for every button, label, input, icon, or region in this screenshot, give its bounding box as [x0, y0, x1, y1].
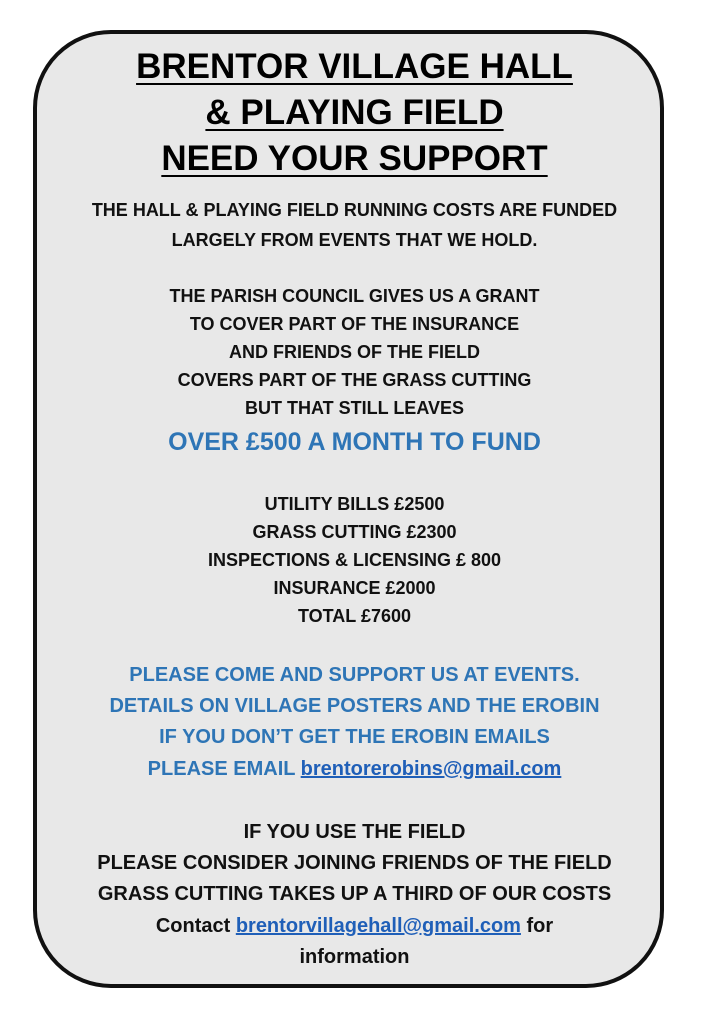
intro-line-2: LARGELY FROM EVENTS THAT WE HOLD.	[171, 230, 538, 250]
intro-line-1: THE HALL & PLAYING FIELD RUNNING COSTS ARE FUNDED	[91, 200, 618, 220]
grant-line-2: TO COVER PART OF THE INSURANCE	[189, 314, 520, 334]
contact-prefix: Contact	[155, 915, 236, 937]
cost-inspections: INSPECTIONS & LICENSING £ 800	[207, 550, 502, 570]
title-line-3: NEED YOUR SUPPORT	[161, 139, 548, 178]
highlight-amount: OVER £500 A MONTH TO FUND	[168, 428, 541, 456]
title-line-2: & PLAYING FIELD	[205, 93, 504, 132]
support-line-2: DETAILS ON VILLAGE POSTERS AND THE EROBIN	[109, 695, 600, 717]
cost-total: TOTAL £7600	[297, 606, 412, 626]
field-line-2: PLEASE CONSIDER JOINING FRIENDS OF THE FIELD	[97, 852, 612, 874]
contact-suffix: for	[520, 915, 554, 937]
cost-grass: GRASS CUTTING £2300	[252, 522, 457, 542]
support-line-4	[0, 754, 709, 784]
field-line-1: IF YOU USE THE FIELD	[243, 821, 466, 843]
field-line-3: GRASS CUTTING TAKES UP A THIRD OF OUR COSTS	[97, 883, 612, 905]
support-line-3: IF YOU DON’T GET THE EROBIN EMAILS	[159, 726, 550, 748]
villagehall-email-link[interactable]: brentorvillagehall@gmail.com	[235, 915, 521, 937]
support-email-prefix: PLEASE EMAIL	[147, 758, 301, 780]
cost-insurance: INSURANCE £2000	[273, 578, 436, 598]
grant-line-5: BUT THAT STILL LEAVES	[245, 398, 464, 418]
grant-line-1: THE PARISH COUNCIL GIVES US A GRANT	[169, 286, 540, 306]
support-line-1: PLEASE COME AND SUPPORT US AT EVENTS.	[129, 664, 580, 686]
field-line-5: information	[299, 946, 410, 968]
title-line-1: BRENTOR VILLAGE HALL	[136, 47, 573, 86]
field-contact-line	[0, 911, 709, 941]
grant-line-3: AND FRIENDS OF THE FIELD	[229, 342, 480, 362]
cost-utility: UTILITY BILLS £2500	[264, 494, 445, 514]
erobin-email-link[interactable]: brentorerobins@gmail.com	[300, 758, 562, 780]
grant-line-4: COVERS PART OF THE GRASS CUTTING	[177, 370, 532, 390]
